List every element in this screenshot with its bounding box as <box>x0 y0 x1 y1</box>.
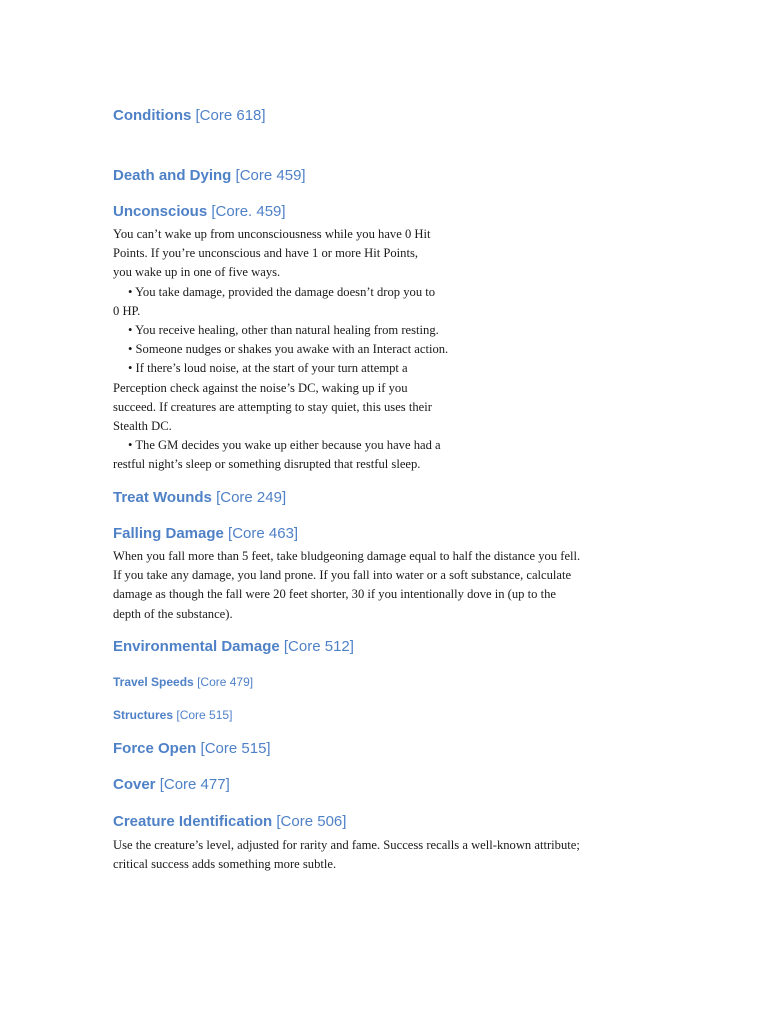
heading-treat-wounds <box>113 489 286 506</box>
heading-ref: [Core 479] <box>197 675 254 689</box>
heading-title: Unconscious <box>113 203 208 220</box>
body-line: When you fall more than 5 feet, take bludgeoning damage equal to half the distance you fell. <box>113 549 581 563</box>
heading-ref: [Core 618] <box>195 107 266 124</box>
heading-ref: [Core. 459] <box>211 203 286 220</box>
heading-ref: [Core 477] <box>159 776 230 793</box>
heading-title: Falling Damage <box>113 525 224 542</box>
heading-ref: [Core 506] <box>276 813 347 830</box>
heading-conditions <box>113 107 266 124</box>
heading-unconscious <box>113 203 286 220</box>
falling-damage-body <box>113 547 580 624</box>
heading-death-and-dying <box>113 167 306 184</box>
heading-ref: [Core 459] <box>235 167 306 184</box>
body-line: Perception check against the noise’s DC, waking up if you <box>113 380 408 395</box>
bullet-line: • You take damage, provided the damage doesn’t drop you to <box>128 284 436 299</box>
body-line: Use the creature’s level, adjusted for rarity and fame. Success recalls a well-known attribute; <box>113 838 580 852</box>
heading-environmental-damage <box>113 638 354 655</box>
body-line: restful night’s sleep or something disrupted that restful sleep. <box>113 457 421 472</box>
unconscious-body <box>113 225 448 475</box>
body-line: 0 HP. <box>113 303 141 318</box>
heading-ref: [Core 515] <box>200 740 271 757</box>
heading-ref: [Core 512] <box>283 638 354 655</box>
bullet-line: • If there’s loud noise, at the start of your turn attempt a <box>128 361 408 376</box>
body-line: You can’t wake up from unconsciousness while you have 0 Hit <box>113 227 431 241</box>
body-line: Points. If you’re unconscious and have 1 or more Hit Points, <box>113 246 419 261</box>
heading-title: Creature Identification <box>113 813 273 830</box>
heading-cover <box>113 776 230 793</box>
body-line: If you take any damage, you land prone. If you fall into water or a soft substance, calculate <box>113 568 572 583</box>
heading-title: Conditions <box>113 107 192 124</box>
body-line: damage as though the fall were 20 feet shorter, 30 if you intentionally dove in (up to the <box>113 587 556 602</box>
heading-title: Travel Speeds <box>113 675 194 689</box>
heading-title: Structures <box>113 708 174 722</box>
heading-ref: [Core 249] <box>216 489 287 506</box>
heading-structures <box>113 708 232 722</box>
heading-ref: [Core 515] <box>176 708 233 722</box>
heading-ref: [Core 463] <box>228 525 299 542</box>
body-line: critical success adds something more subtle. <box>113 857 337 872</box>
heading-title: Death and Dying <box>113 167 232 184</box>
heading-title: Cover <box>113 776 156 793</box>
heading-force-open <box>113 740 271 757</box>
bullet-line: • You receive healing, other than natural healing from resting. <box>128 323 439 338</box>
body-line: depth of the substance). <box>113 606 233 621</box>
heading-travel-speeds <box>113 675 253 689</box>
body-line: Stealth DC. <box>113 419 172 434</box>
heading-title: Treat Wounds <box>113 489 212 506</box>
heading-creature-identification <box>113 813 346 830</box>
body-line: you wake up in one of five ways. <box>113 265 281 280</box>
bullet-line: • The GM decides you wake up either because you have had a <box>128 438 441 453</box>
body-line: succeed. If creatures are attempting to stay quiet, this uses their <box>113 399 432 414</box>
heading-title: Environmental Damage <box>113 638 280 655</box>
heading-falling-damage <box>113 525 298 542</box>
creature-identification-body <box>113 836 580 874</box>
bullet-line: • Someone nudges or shakes you awake with an Interact action. <box>128 342 449 357</box>
heading-title: Force Open <box>113 740 197 757</box>
